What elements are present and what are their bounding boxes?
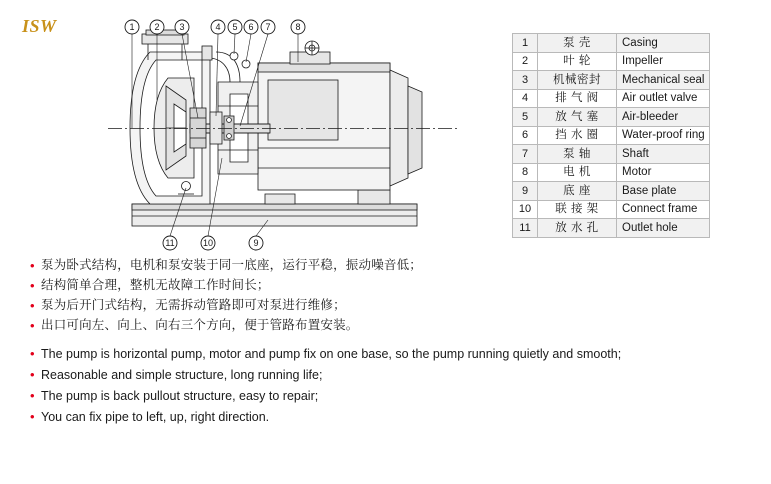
legend-name-en: Water-proof ring: [617, 126, 710, 145]
callout-top-3: 3: [179, 22, 185, 32]
list-item: [30, 365, 690, 385]
table-row: [513, 52, 710, 71]
bullet-icon: •: [30, 318, 35, 333]
table-row: [513, 126, 710, 145]
legend-num: 7: [513, 145, 538, 164]
callout-top-4: 4: [215, 22, 221, 32]
legend-num: 11: [513, 219, 538, 238]
callout-top-1: 1: [129, 22, 135, 32]
mechanical-seal-shape: [190, 108, 206, 148]
legend-name-cn: 泵 轴: [538, 145, 617, 164]
legend-name-en: Shaft: [617, 145, 710, 164]
legend-name-en: Connect frame: [617, 200, 710, 219]
bullet-icon: •: [30, 298, 35, 313]
legend-num: 4: [513, 89, 538, 108]
note-text: 泵为卧式结构，电机和泵安装于同一底座，运行平稳，振动噪音低；: [41, 258, 423, 272]
note-text: The pump is back pullout structure, easy to repair;: [41, 389, 319, 403]
legend-name-cn: 放 气 塞: [538, 108, 617, 127]
note-text: 泵为后开门式结构，无需拆动管路即可对泵进行维修；: [41, 298, 346, 312]
legend-num: 9: [513, 182, 538, 201]
legend-name-cn: 联 接 架: [538, 200, 617, 219]
callout-top-8: 8: [295, 22, 301, 32]
note-text: Reasonable and simple structure, long running life;: [41, 368, 323, 382]
legend-num: 10: [513, 200, 538, 219]
legend-num: 8: [513, 163, 538, 182]
legend-num: 2: [513, 52, 538, 71]
legend-name-cn: 电 机: [538, 163, 617, 182]
legend-name-cn: 挡 水 圈: [538, 126, 617, 145]
bullet-icon: •: [30, 278, 35, 293]
list-item: [30, 344, 690, 364]
notes-chinese: [30, 256, 690, 335]
table-row: [513, 34, 710, 53]
bullet-icon: •: [30, 258, 35, 273]
legend-name-en: Mechanical seal: [617, 71, 710, 90]
callout-bottom-9: 9: [253, 238, 259, 248]
legend-name-en: Casing: [617, 34, 710, 53]
bullet-icon: •: [30, 346, 35, 361]
legend-num: 3: [513, 71, 538, 90]
callout-bottom-11: 11: [165, 238, 175, 248]
legend-name-cn: 泵 壳: [538, 34, 617, 53]
legend-num: 1: [513, 34, 538, 53]
legend-name-en: Impeller: [617, 52, 710, 71]
list-item: [30, 256, 690, 275]
legend-num: 5: [513, 108, 538, 127]
note-text: 出口可向左、向上、向右三个方向，便于管路布置安装。: [41, 318, 359, 332]
base-plate-shape: [132, 204, 417, 226]
legend-name-en: Base plate: [617, 182, 710, 201]
legend-num: 6: [513, 126, 538, 145]
table-row: [513, 163, 710, 182]
bullet-icon: •: [30, 388, 35, 403]
notes-english: [30, 344, 690, 427]
bullet-icon: •: [30, 409, 35, 424]
description-notes: [30, 256, 690, 428]
page-title: ISW: [22, 16, 57, 36]
legend-name-cn: 底 座: [538, 182, 617, 201]
note-text: 结构简单合理，整机无故障工作时间长；: [41, 278, 270, 292]
table-row: [513, 108, 710, 127]
callout-top-5: 5: [232, 22, 238, 32]
list-item: [30, 316, 690, 335]
table-row: [513, 89, 710, 108]
table-row: [513, 219, 710, 238]
legend-name-cn: 放 水 孔: [538, 219, 617, 238]
waterproof-ring-shape: [210, 112, 234, 144]
callout-bottom-10: 10: [202, 238, 214, 248]
legend-name-en: Air-bleeder: [617, 108, 710, 127]
note-text: The pump is horizontal pump, motor and pump fix on one base, so the pump running quietly and smooth;: [41, 347, 622, 361]
list-item: [30, 407, 690, 427]
impeller-shape: [166, 86, 186, 170]
legend-name-cn: 排 气 阀: [538, 89, 617, 108]
bullet-icon: •: [30, 367, 35, 382]
motor-feet-shape: [265, 190, 390, 204]
motor-shape: [258, 41, 422, 190]
table-row: [513, 71, 710, 90]
legend-name-en: Outlet hole: [617, 219, 710, 238]
legend-name-cn: 机械密封: [538, 71, 617, 90]
note-text: You can fix pipe to left, up, right direction.: [41, 410, 270, 424]
table-row: [513, 145, 710, 164]
callout-top-6: 6: [248, 22, 254, 32]
legend-name-cn: 叶 轮: [538, 52, 617, 71]
legend-name-en: Motor: [617, 163, 710, 182]
parts-legend-table: [512, 33, 710, 238]
callout-top-2: 2: [154, 22, 160, 32]
list-item: [30, 296, 690, 315]
list-item: [30, 386, 690, 406]
list-item: [30, 276, 690, 295]
pump-sectional-diagram: [90, 8, 490, 253]
legend-name-en: Air outlet valve: [617, 89, 710, 108]
callout-top-7: 7: [265, 22, 271, 32]
table-row: [513, 182, 710, 201]
table-row: [513, 200, 710, 219]
